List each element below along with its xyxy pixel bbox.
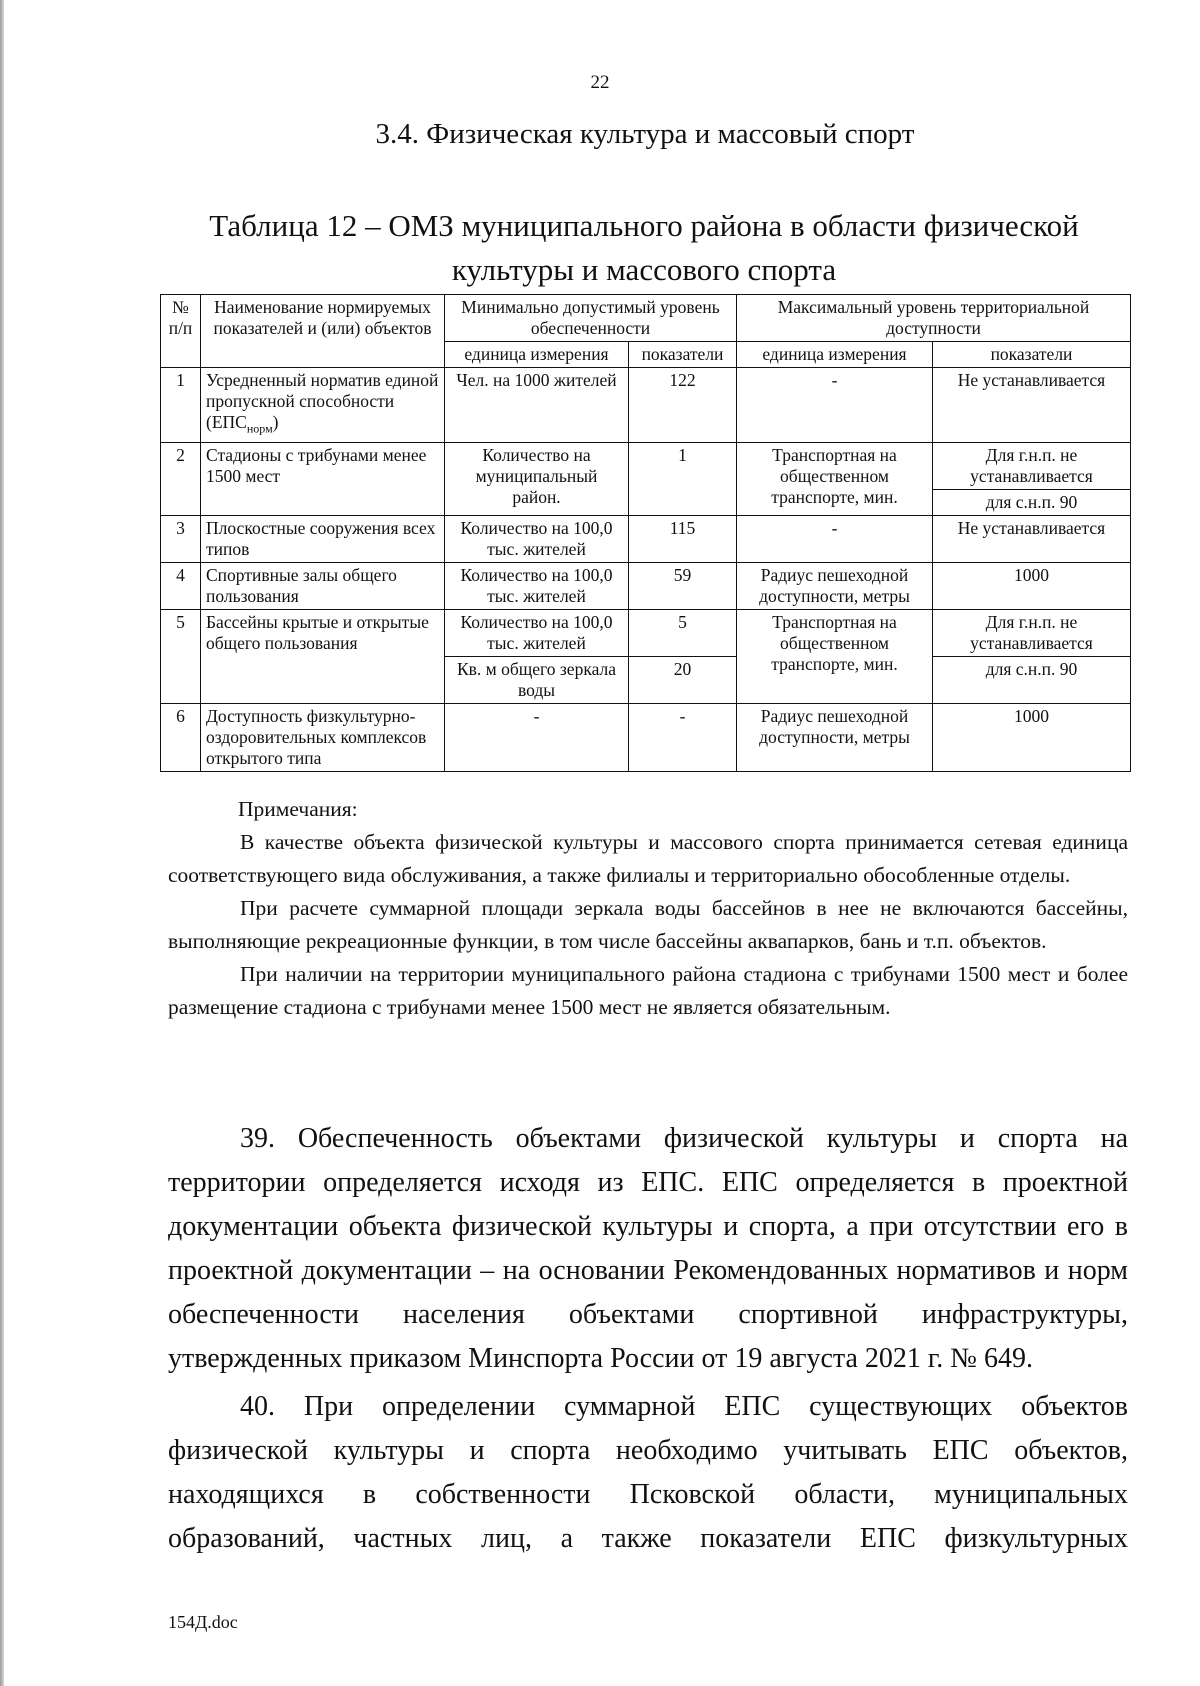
row-min-unit: Количество на муниципальный район. bbox=[445, 442, 629, 515]
row-min-unit: Количество на 100,0 тыс. жителей bbox=[445, 562, 629, 609]
table-row bbox=[161, 368, 1131, 443]
row-name-tail: ) bbox=[272, 412, 279, 432]
row-name: Бассейны крытые и открытые общего пользования bbox=[201, 609, 445, 703]
page-number: 22 bbox=[590, 72, 610, 93]
row-name-subscript: норм bbox=[246, 421, 273, 436]
header-name: Наименование нормируемых показателей и (или) объектов bbox=[201, 295, 445, 368]
norms-table bbox=[160, 294, 1131, 772]
row-name bbox=[201, 368, 445, 443]
note-paragraph: В качестве объекта физической культуры и массового спорта принимается сетевая единица соответствующего вида обслуживания, а также филиалы и территориально обособленные отделы. bbox=[168, 830, 1128, 887]
row-max-value: Не устанавливается bbox=[933, 368, 1131, 443]
notes-title: Примечания: bbox=[238, 797, 358, 821]
row-max-unit: - bbox=[737, 368, 933, 443]
row-min-unit: - bbox=[445, 703, 629, 771]
table-caption: Таблица 12 – ОМЗ муниципального района в области физической культуры и массового спорта bbox=[209, 208, 1079, 287]
header-min-level: Минимально допустимый уровень обеспеченности bbox=[445, 295, 737, 342]
table-row bbox=[161, 703, 1131, 771]
row-max-unit: Транспортная на общественном транспорте, мин. bbox=[737, 442, 933, 515]
table-row bbox=[161, 562, 1131, 609]
row-num: 5 bbox=[161, 609, 201, 703]
row-name: Стадионы с трибунами менее 1500 мест bbox=[201, 442, 445, 515]
row-min-value-b: 20 bbox=[629, 656, 737, 703]
table-row bbox=[161, 609, 1131, 656]
row-max-value: Не устанавливается bbox=[933, 515, 1131, 562]
row-max-value-a: Для г.н.п. не устанавливается bbox=[933, 609, 1131, 656]
note-paragraph: При расчете суммарной площади зеркала воды бассейнов в нее не включаются бассейны, выполняющие рекреационные функции, в том числе бассейны аквапарков, бань и т.п. объектов. bbox=[168, 896, 1128, 953]
row-name: Доступность физкультурно-оздоровительных комплексов открытого типа bbox=[201, 703, 445, 771]
table-row bbox=[161, 515, 1131, 562]
subheader-max-value: показатели bbox=[933, 342, 1131, 368]
subheader-min-unit: единица измерения bbox=[445, 342, 629, 368]
paragraph-39: 39. Обеспеченность объектами физической культуры и спорта на территории определяется исходя из ЕПС. ЕПС определяется в проектной документации объекта физической культуры и спорта, а при отсутствии его в проектной документации – на основании Рекомендованных нормативов и норм обеспеченности населения объектами спортивной инфраструктуры, утвержденных приказом Минспорта России от 19 августа 2021 г. № 649. bbox=[168, 1123, 1128, 1374]
row-min-value: 1 bbox=[629, 442, 737, 515]
row-num: 2 bbox=[161, 442, 201, 515]
row-max-unit: Радиус пешеходной доступности, метры bbox=[737, 703, 933, 771]
row-min-value-a: 5 bbox=[629, 609, 737, 656]
row-min-value: 115 bbox=[629, 515, 737, 562]
header-max-level: Максимальный уровень территориальной доступности bbox=[737, 295, 1131, 342]
notes-block bbox=[168, 793, 1128, 1024]
row-num: 1 bbox=[161, 368, 201, 443]
table-row bbox=[161, 442, 1131, 489]
row-name-text: Усредненный норматив единой пропускной способности (ЕПС bbox=[206, 370, 439, 432]
row-name: Плоскостные сооружения всех типов bbox=[201, 515, 445, 562]
scan-edge bbox=[0, 0, 4, 1686]
row-num: 3 bbox=[161, 515, 201, 562]
row-max-value-b: для с.н.п. 90 bbox=[933, 656, 1131, 703]
header-num: № п/п bbox=[161, 295, 201, 368]
row-min-unit: Количество на 100,0 тыс. жителей bbox=[445, 515, 629, 562]
row-max-value: 1000 bbox=[933, 562, 1131, 609]
paragraph-40: 40. При определении суммарной ЕПС существующих объектов физической культуры и спорта необходимо учитывать ЕПС объектов, находящихся в собственности Псковской области, муниципальных образований, частных лиц, а также показатели ЕПС физкультурных bbox=[168, 1391, 1128, 1554]
footer-filename: 154Д.doc bbox=[168, 1612, 238, 1632]
row-name: Спортивные залы общего пользования bbox=[201, 562, 445, 609]
row-min-unit-a: Количество на 100,0 тыс. жителей bbox=[445, 609, 629, 656]
row-min-value: 59 bbox=[629, 562, 737, 609]
row-min-value: - bbox=[629, 703, 737, 771]
row-num: 4 bbox=[161, 562, 201, 609]
subheader-min-value: показатели bbox=[629, 342, 737, 368]
table-header-row bbox=[161, 295, 1131, 342]
row-max-value-b: для с.н.п. 90 bbox=[933, 489, 1131, 515]
subheader-max-unit: единица измерения bbox=[737, 342, 933, 368]
row-num: 6 bbox=[161, 703, 201, 771]
section-title: 3.4. Физическая культура и массовый спорт bbox=[375, 118, 915, 150]
row-max-unit: Транспортная на общественном транспорте, мин. bbox=[737, 609, 933, 703]
row-min-unit: Чел. на 1000 жителей bbox=[445, 368, 629, 443]
row-max-unit: Радиус пешеходной доступности, метры bbox=[737, 562, 933, 609]
body-text bbox=[168, 1117, 1128, 1565]
row-max-value: 1000 bbox=[933, 703, 1131, 771]
row-max-value-a: Для г.н.п. не устанавливается bbox=[933, 442, 1131, 489]
row-min-unit-b: Кв. м общего зеркала воды bbox=[445, 656, 629, 703]
note-paragraph: При наличии на территории муниципального района стадиона с трибунами 1500 мест и более размещение стадиона с трибунами менее 1500 мест не является обязательным. bbox=[168, 962, 1128, 1019]
row-max-unit: - bbox=[737, 515, 933, 562]
row-min-value: 122 bbox=[629, 368, 737, 443]
